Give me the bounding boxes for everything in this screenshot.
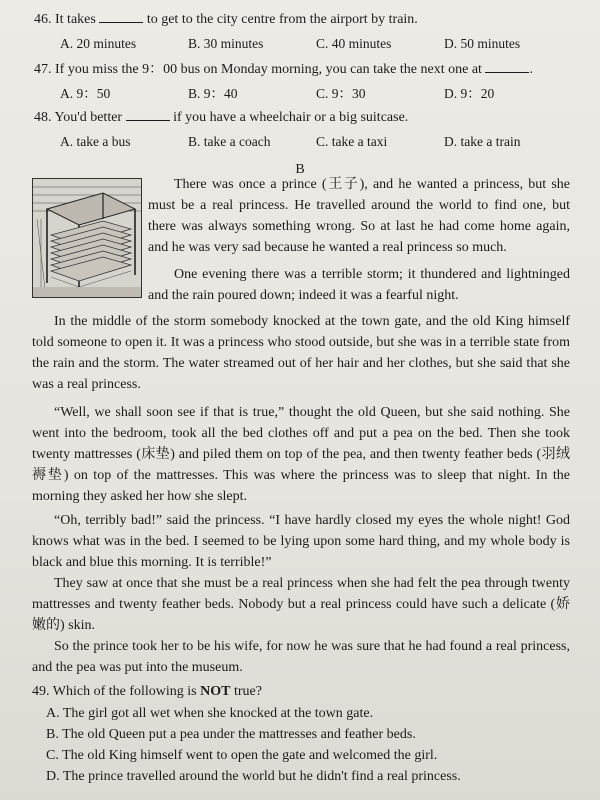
option-a: A. take a bus [60, 134, 131, 149]
passage-paragraph-2: One evening there was a terrible storm; it thundered and lightninged and the rain poured down; indeed it was a fearful night. [148, 267, 570, 303]
bed-illustration [32, 178, 142, 298]
question-stem-before: It takes [55, 12, 96, 27]
option-b: B. 30 minutes [188, 36, 264, 51]
question-48-options [60, 132, 570, 152]
answer-blank [126, 108, 170, 121]
option-c: C. take a taxi [316, 134, 388, 149]
question-stem-after: . [529, 62, 533, 77]
question-stem-after: if you have a wheelchair or a big suitcase. [173, 110, 409, 125]
option-c: C. 40 minutes [316, 36, 392, 51]
question-stem-before: You'd better [54, 110, 123, 125]
passage-paragraph-7: So the prince took her to be his wife, for now he was sure that he had found a real princess, and the pea was put into the museum. [32, 639, 570, 675]
question-stem-before: Which of the following is [52, 684, 197, 699]
question-number: 49. [32, 684, 50, 699]
question-49 [32, 682, 570, 702]
option-d: D. take a train [444, 134, 521, 149]
question-48 [34, 108, 570, 128]
passage-paragraph-6: They saw at once that she must be a real princess when she had felt the pea through twenty mattresses and twenty feather beds. Nobody but a real princess could have such a delicate (娇嫩的) skin. [32, 576, 570, 633]
option-b: B. 9：40 [188, 86, 238, 101]
question-stem-before: If you miss the 9：00 bus on Monday morning, you can take the next one at [55, 62, 482, 77]
answer-blank [99, 10, 143, 23]
question-stem-after: true? [233, 684, 262, 699]
option-b: B. The old Queen put a pea under the mattresses and feather beds. [46, 727, 416, 742]
question-47 [34, 60, 570, 80]
question-46 [34, 10, 570, 30]
question-46-options [60, 34, 570, 54]
option-d: D. The prince travelled around the world but he didn't find a real princess. [46, 769, 461, 784]
answer-blank [485, 60, 529, 73]
passage-paragraph-1: There was once a prince (王子), and he wanted a princess, but she must be a real princess. He travelled around the world to find one, but there was always something wrong. So at last he had come home again, and he was very sad because he wanted a real princess so much. [148, 177, 570, 255]
option-b: B. take a coach [188, 134, 271, 149]
option-c: C. 9：30 [316, 86, 366, 101]
question-stem-after: to get to the city centre from the airport by train. [146, 12, 418, 27]
canopy-bed-picture [33, 179, 141, 297]
option-a: A. 20 minutes [60, 36, 137, 51]
passage-paragraph-5: “Oh, terribly bad!” said the princess. “I have hardly closed my eyes the whole night! God knows what was in the bed. I seemed to be lying upon some hard thing, and my whole body is black and blue this morning. It is terrible!” [32, 513, 570, 570]
passage-paragraph-3: In the middle of the storm somebody knocked at the town gate, and the old King himself told someone to open it. It was a princess who stood outside, but she was in a terrible state from the rain and the storm. The water streamed out of her hair and her clothes, but she said that she was a real princess. [32, 314, 570, 392]
option-a: A. The girl got all wet when she knocked at the town gate. [46, 706, 374, 721]
question-number: 48. [34, 110, 52, 125]
question-47-options [60, 84, 570, 104]
section-heading: B [295, 162, 305, 177]
option-a: A. 9：50 [60, 86, 111, 101]
question-number: 47. [34, 62, 52, 77]
question-number: 46. [34, 12, 52, 27]
question-stem-emphasis: NOT [200, 684, 231, 699]
option-d: D. 9：20 [444, 86, 495, 101]
option-c: C. The old King himself went to open the gate and welcomed the girl. [46, 748, 438, 763]
option-d: D. 50 minutes [444, 36, 521, 51]
passage-paragraph-4: “Well, we shall soon see if that is true,” thought the old Queen, but she said nothing. She went into the bedroom, took all the bed clothes off and put a pea on the bed. Then she took twenty mattresses (床垫) and piled them on top of the pea, and then twenty feather beds (羽绒褥垫) on top of the mattresses. This was where the princess was to sleep that night. In the morning they asked her how she slept. [32, 405, 570, 504]
